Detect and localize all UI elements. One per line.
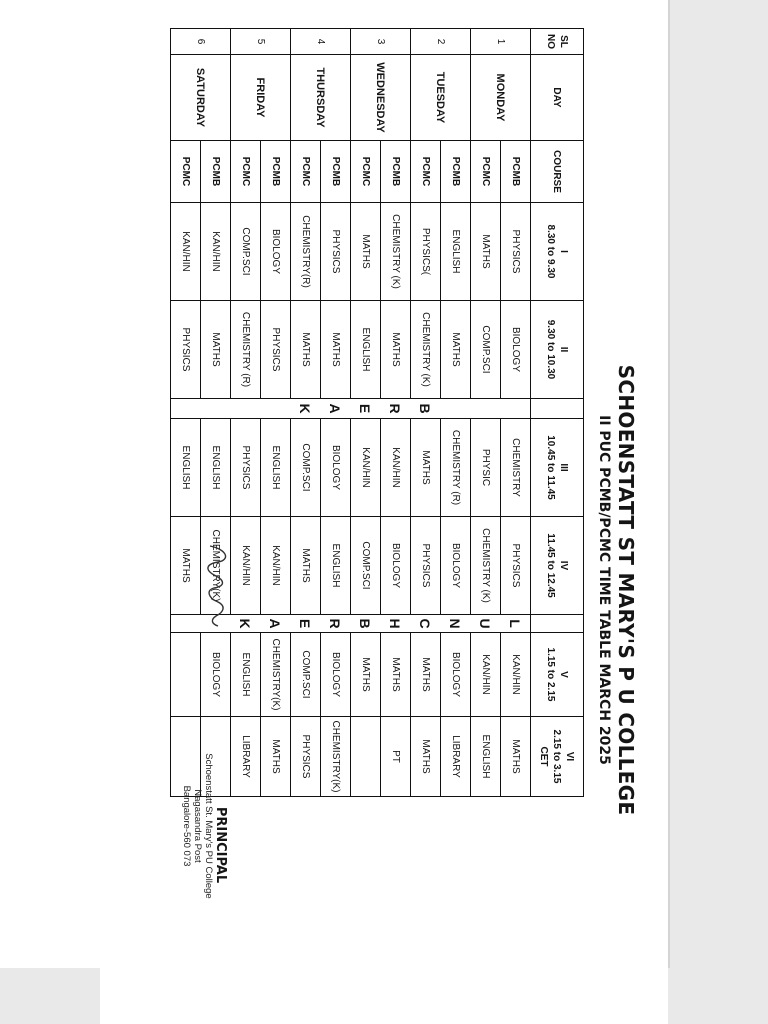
cell-course: PCMB [321,141,351,203]
table-row [171,29,201,797]
cell-period-2: ENGLISH [351,301,381,399]
cell-period-2: CHEMISTRY (R) [231,301,261,399]
cell-period-1: PHYSICS( [411,203,441,301]
cell-course: PCMC [411,141,441,203]
stamp-line-3: Bangalore-560 073 [181,785,192,867]
cell-period-5: KAN/HIN [501,633,531,717]
principal-label: PRINCIPAL [213,806,228,884]
break-letter [201,399,231,419]
cell-period-2: PHYSICS [261,301,291,399]
lunch-letter: E [291,615,321,633]
cell-period-4: CHEMISTRY(K) [201,517,231,615]
cell-period-3: ENGLISH [261,419,291,517]
lunch-letter: B [351,615,381,633]
cell-period-3: ENGLISH [201,419,231,517]
lunch-letter: U [471,615,501,633]
table-row [351,29,381,797]
break-letter: B [411,399,441,419]
cell-day: THURSDAY [291,55,351,141]
cell-period-6 [351,717,381,797]
cell-period-1: PHYSICS [501,203,531,301]
table-row [321,29,351,797]
college-stamp [181,726,214,926]
cell-day: WEDNESDAY [351,55,411,141]
lunch-letter: L [501,615,531,633]
table-row [291,29,321,797]
lunch-letter [171,615,201,633]
table-row [231,29,261,797]
cell-day: MONDAY [471,55,531,141]
stamp-line-1: Schoenstatt St. Mary's PU College [203,753,214,899]
cell-course: PCMB [201,141,231,203]
break-letter [231,399,261,419]
cell-period-5: BIOLOGY [321,633,351,717]
lunch-letter: R [321,615,351,633]
cell-period-5: MATHS [411,633,441,717]
table-row [261,29,291,797]
lunch-letter: N [441,615,471,633]
header-period-2: II 9.30 to 10.30 [531,301,584,399]
cell-period-3: COMP.SCI [291,419,321,517]
cell-course: PCMC [171,141,201,203]
cell-period-4: COMP.SCI [351,517,381,615]
paper-edge [668,0,670,968]
cell-period-3: KAN/HIN [351,419,381,517]
cell-period-4: KAN/HIN [231,517,261,615]
cell-period-1: ENGLISH [441,203,471,301]
timetable-body [171,29,531,797]
table-row [381,29,411,797]
cell-course: PCMC [231,141,261,203]
timetable-document [160,20,640,940]
cell-period-4: PHYSICS [501,517,531,615]
header-break-gap [531,399,584,419]
break-letter [441,399,471,419]
header-row [531,29,584,797]
header-period-6: VI 2.15 to 3.15 CET [531,717,584,797]
stamp-line-2: Nagasandra Post [192,789,203,863]
cell-period-4: BIOLOGY [441,517,471,615]
lunch-letter: K [231,615,261,633]
header-period-3: III 10.45 to 11.45 [531,419,584,517]
break-letter [471,399,501,419]
cell-period-2: COMP.SCI [471,301,501,399]
table-row [471,29,501,797]
cell-period-1: BIOLOGY [261,203,291,301]
cell-period-3: CHEMISTRY [501,419,531,517]
cell-period-5: MATHS [351,633,381,717]
table-row [201,29,231,797]
cell-period-1: CHEMISTRY (K) [381,203,411,301]
cell-period-4: ENGLISH [321,517,351,615]
cell-course: PCMB [501,141,531,203]
cell-period-2: MATHS [381,301,411,399]
timetable-subtitle: II PUC PCMB/PCMC TIME TABLE MARCH 2025 [596,415,612,765]
cell-period-5: COMP.SCI [291,633,321,717]
cell-period-5: MATHS [381,633,411,717]
table-row [441,29,471,797]
cell-period-2: MATHS [321,301,351,399]
cell-sl-no: 4 [291,29,351,55]
cell-course: PCMC [351,141,381,203]
break-letter: A [321,399,351,419]
header-course: COURSE [531,141,584,203]
header-sl-no: SL NO [531,29,584,55]
cell-period-1: MATHS [351,203,381,301]
cell-period-6: MATHS [261,717,291,797]
cell-period-2: MATHS [201,301,231,399]
cell-sl-no: 5 [231,29,291,55]
cell-period-1: MATHS [471,203,501,301]
break-letter [171,399,201,419]
cell-period-4: PHYSICS [411,517,441,615]
cell-day: FRIDAY [231,55,291,141]
timetable-table [170,28,584,797]
cell-period-1: CHEMISTRY(R) [291,203,321,301]
cell-period-5: KAN/HIN [471,633,501,717]
header-lunch-gap [531,615,584,633]
cell-period-6: ENGLISH [471,717,501,797]
cell-period-5: BIOLOGY [441,633,471,717]
cell-course: PCMC [471,141,501,203]
cell-period-2: PHYSICS [171,301,201,399]
cell-course: PCMB [261,141,291,203]
break-letter [261,399,291,419]
lunch-letter: H [381,615,411,633]
cell-course: PCMC [291,141,321,203]
cell-period-6: MATHS [501,717,531,797]
break-letter: K [291,399,321,419]
cell-sl-no: 2 [411,29,471,55]
cell-period-1: PHYSICS [321,203,351,301]
cell-period-3: PHYSICS [231,419,261,517]
cell-sl-no: 1 [471,29,531,55]
header-period-4: IV 11.45 to 12.45 [531,517,584,615]
cell-period-5: CHEMISTRY(K) [261,633,291,717]
cell-period-4: KAN/HIN [261,517,291,615]
cell-period-1: COMP.SCI [231,203,261,301]
cell-period-3: MATHS [411,419,441,517]
cell-period-3: BIOLOGY [321,419,351,517]
break-letter: E [351,399,381,419]
cell-period-6: PHYSICS [291,717,321,797]
cell-period-5 [171,633,201,717]
cell-period-4: CHEMISTRY (K) [471,517,501,615]
lunch-letter: A [261,615,291,633]
cell-period-4: MATHS [291,517,321,615]
cell-sl-no: 6 [171,29,231,55]
cell-period-6: CHEMISTRY(K) [321,717,351,797]
table-row [411,29,441,797]
cell-period-4: MATHS [171,517,201,615]
break-letter [501,399,531,419]
cell-period-6: LIBRARY [231,717,261,797]
header-period-1: I 8.30 to 9.30 [531,203,584,301]
lunch-letter: C [411,615,441,633]
cell-period-6: LIBRARY [441,717,471,797]
cell-period-5: BIOLOGY [201,633,231,717]
principal-signature [198,540,238,630]
cell-day: TUESDAY [411,55,471,141]
table-row [501,29,531,797]
header-period-5: V 1.15 to 2.15 [531,633,584,717]
cell-course: PCMB [381,141,411,203]
break-letter: R [381,399,411,419]
cell-period-2: BIOLOGY [501,301,531,399]
cell-period-1: KAN/HIN [171,203,201,301]
cell-period-6: PT [381,717,411,797]
cell-period-6: MATHS [411,717,441,797]
cell-period-2: CHEMISTRY (K) [411,301,441,399]
cell-period-4: BIOLOGY [381,517,411,615]
cell-period-3: PHYSIC [471,419,501,517]
cell-period-1: KAN/HIN [201,203,231,301]
cell-period-2: MATHS [291,301,321,399]
cell-period-5: ENGLISH [231,633,261,717]
cell-sl-no: 3 [351,29,411,55]
cell-period-3: KAN/HIN [381,419,411,517]
cell-period-2: MATHS [441,301,471,399]
cell-course: PCMB [441,141,471,203]
cell-period-3: ENGLISH [171,419,201,517]
cell-day: SATURDAY [171,55,231,141]
college-title: SCHOENSTATT ST MARY'S P U COLLEGE [614,364,638,816]
cell-period-3: CHEMISTRY (R) [441,419,471,517]
header-day: DAY [531,55,584,141]
paper-bottom [100,968,668,1024]
